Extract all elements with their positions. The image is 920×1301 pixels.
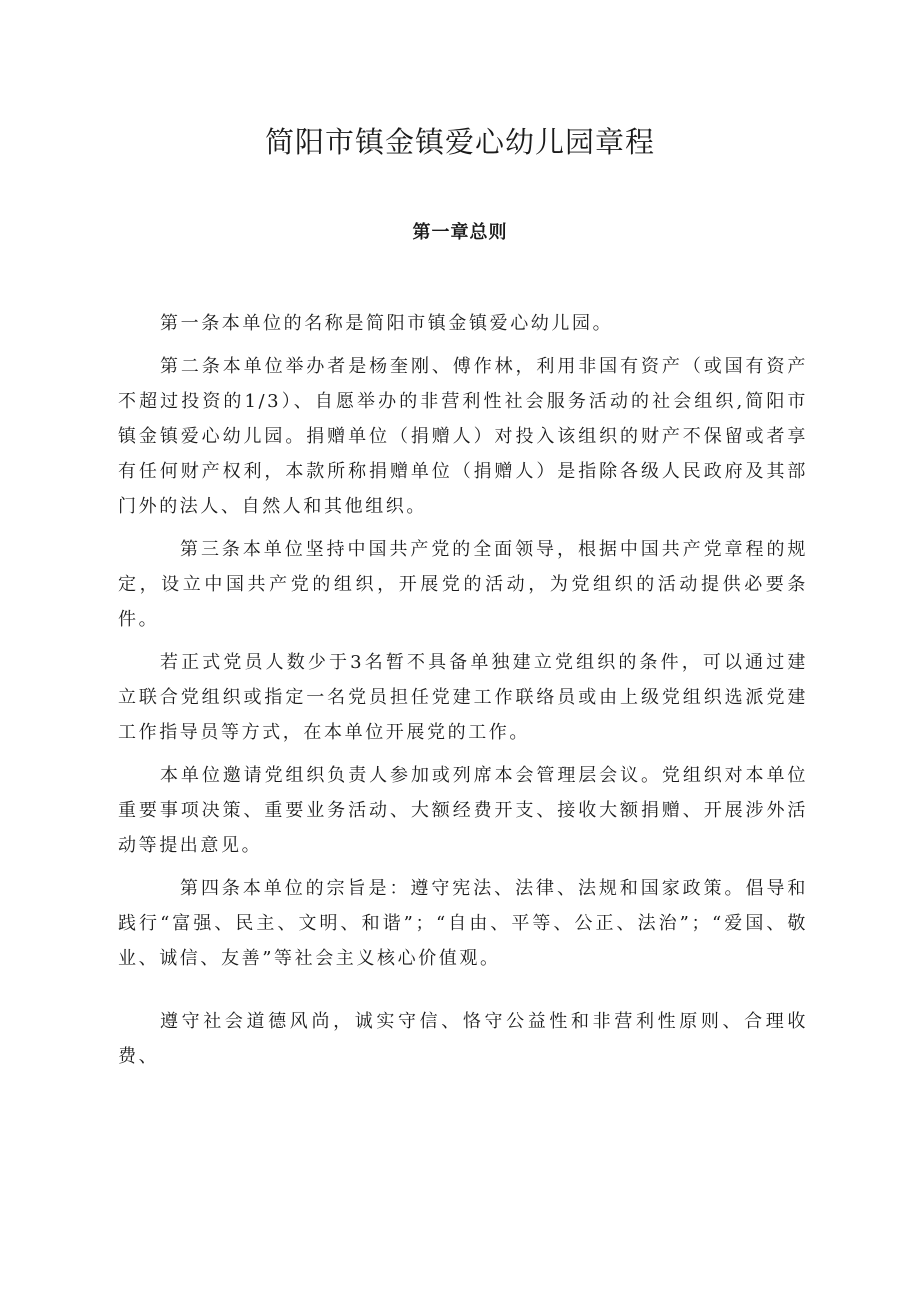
chapter-heading: 第一章总则 — [412, 222, 508, 243]
document-title: 简阳市镇金镇爱心幼儿园章程 — [264, 125, 655, 159]
social-ethics-paragraph: 遵守社会道德风尚，诚实守信、恪守公益性和非营利性原则、合理收费、 — [118, 1011, 808, 1067]
document-body — [118, 306, 808, 1074]
party-leader-paragraph: 本单位邀请党组织负责人参加或列席本会管理层会议。党组织对本单位重要事项决策、重要业务活动、大额经费开支、接收大额捐赠、开展涉外活动等提出意见。 — [118, 765, 808, 856]
article-3-paragraph: 第三条本单位坚持中国共产党的全面领导，根据中国共产党章程的规定，设立中国共产党的组织，开展党的活动，为党组织的活动提供必要条件。 — [118, 539, 808, 630]
article-1-paragraph: 第一条本单位的名称是简阳市镇金镇爱心幼儿园。 — [160, 313, 614, 334]
party-members-paragraph: 若正式党员人数少于3名暂不具备单独建立党组织的条件，可以通过建立联合党组织或指定一名党员担任党建工作联络员或由上级党组织选派党建工作指导员等方式，在本单位开展党的工作。 — [118, 652, 808, 743]
article-2-paragraph: 第二条本单位举办者是杨奎刚、傅作林，利用非国有资产（或国有资产不超过投资的1/3）、自愿举办的非营利性社会服务活动的社会组织,简阳市镇金镇爱心幼儿园。捐赠单位（捐赠人）对投入该组织的财产不保留或者享有任何财产权利，本款所称捐赠单位（捐赠人）是指除各级人民政府及其部门外的法人、自然人和其他组织。 — [118, 356, 808, 517]
article-4-paragraph: 第四条本单位的宗旨是：遵守宪法、法律、法规和国家政策。倡导和践行“富强、民主、文明、和谐”；“自由、平等、公正、法治”；“爱国、敬业、诚信、友善”等社会主义核心价值观。 — [118, 878, 808, 969]
